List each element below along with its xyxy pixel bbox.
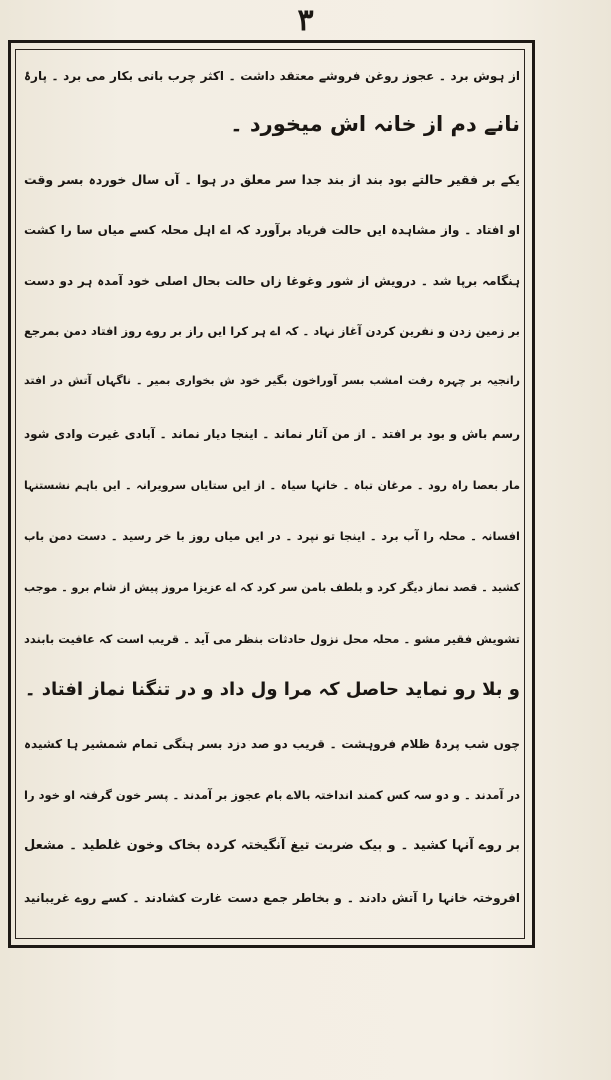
text-line-16: بر روے آنہا کشید ۔ و بیک ضربت تیغ آنگیختہ کردہ بخاک وخون غلطید ۔ مشعل bbox=[24, 838, 520, 853]
urdu-text-block bbox=[24, 56, 520, 932]
text-line-8: رسم باش و بود بر افتد ۔ از من آثار نماند ۔ اینجا دیار نماند ۔ آبادی غیرت وادی شود bbox=[24, 427, 520, 441]
text-line-9: مار بعصا راہ رود ۔ مرغان تباہ ۔ خانہا سیاہ ۔ از ایں ستایاں سرویرانہ ۔ ایں باہم نشستنہا bbox=[24, 479, 520, 492]
text-line-10: افسانہ ۔ محلہ را آب برد ۔ اینجا تو نپرد ۔ در ایں میاں روز با خر رسید ۔ دست دمن باب bbox=[24, 529, 520, 543]
text-line-14: چوں شب پردۂ ظلام فروہشت ۔ قریب دو صد دزد بسر ہنگی تمام شمشیر ہا کشیدہ bbox=[24, 737, 520, 751]
text-line-1: از ہوش برد ۔ عجوز روغن فروشے معتقد داشت ۔ اکثر چرب بانی بکار می برد ۔ پارۂ bbox=[24, 69, 520, 83]
text-line-17: افروختہ خانہا را آتش دادند ۔ و بخاطر جمع دست غارت کشادند ۔ کسے روے غریبانید bbox=[24, 891, 520, 905]
text-line-13: و بلا رو نماید حاصل کہ مرا ول داد و در تنگنا نماز افتاد ۔ bbox=[24, 679, 520, 700]
text-line-5: ہنگامہ برپا شد ۔ درویش از شور وغوغا زاں حالت بحال اصلی خود آمدہ ہر دو دست bbox=[24, 274, 520, 288]
text-line-11: کشید ۔ قصد نماز دیگر کرد و بلطف بامن سر کرد کہ اے عزیزا مروز پیش از شام برو ۔ موجب bbox=[24, 581, 520, 594]
text-line-12: تشویش فقیر مشو ۔ محلہ محل نزول حادثات بنظر می آید ۔ قریب است کہ عافیت بابندد bbox=[24, 632, 520, 646]
text-line-4: او افتاد ۔ واز مشاہدہ ایں حالت فریاد برآورد کہ اے اہل محلہ کسے میاں سا را کشت bbox=[24, 223, 520, 237]
text-line-15: در آمدند ۔ و دو سہ کس کمند انداختہ بالاے بام عجوز بر آمدند ۔ پسر خون گرفتہ او خود را bbox=[24, 788, 520, 802]
text-line-2: نانے دم از خانہ اش میخورد ۔ bbox=[230, 112, 520, 136]
text-line-6: بر زمین زدن و نفرین کردن آغاز نہاد ۔ کہ اے ہر کرا ایں راز بر روے روز افتاد دمن بمرجع bbox=[24, 324, 520, 338]
page-number: ۳ bbox=[297, 3, 314, 38]
text-line-3: یکے بر فقیر حالتے بود بند از بند جدا سر معلق در ہوا ۔ آں سال خوردہ بسر وقت bbox=[24, 172, 520, 187]
text-line-7: رانجیہ بر چہرہ رفت امشب بسر آوراخون بگیر خود ش بخواری بمیر ۔ ناگہاں آتش در افتد bbox=[24, 374, 520, 387]
